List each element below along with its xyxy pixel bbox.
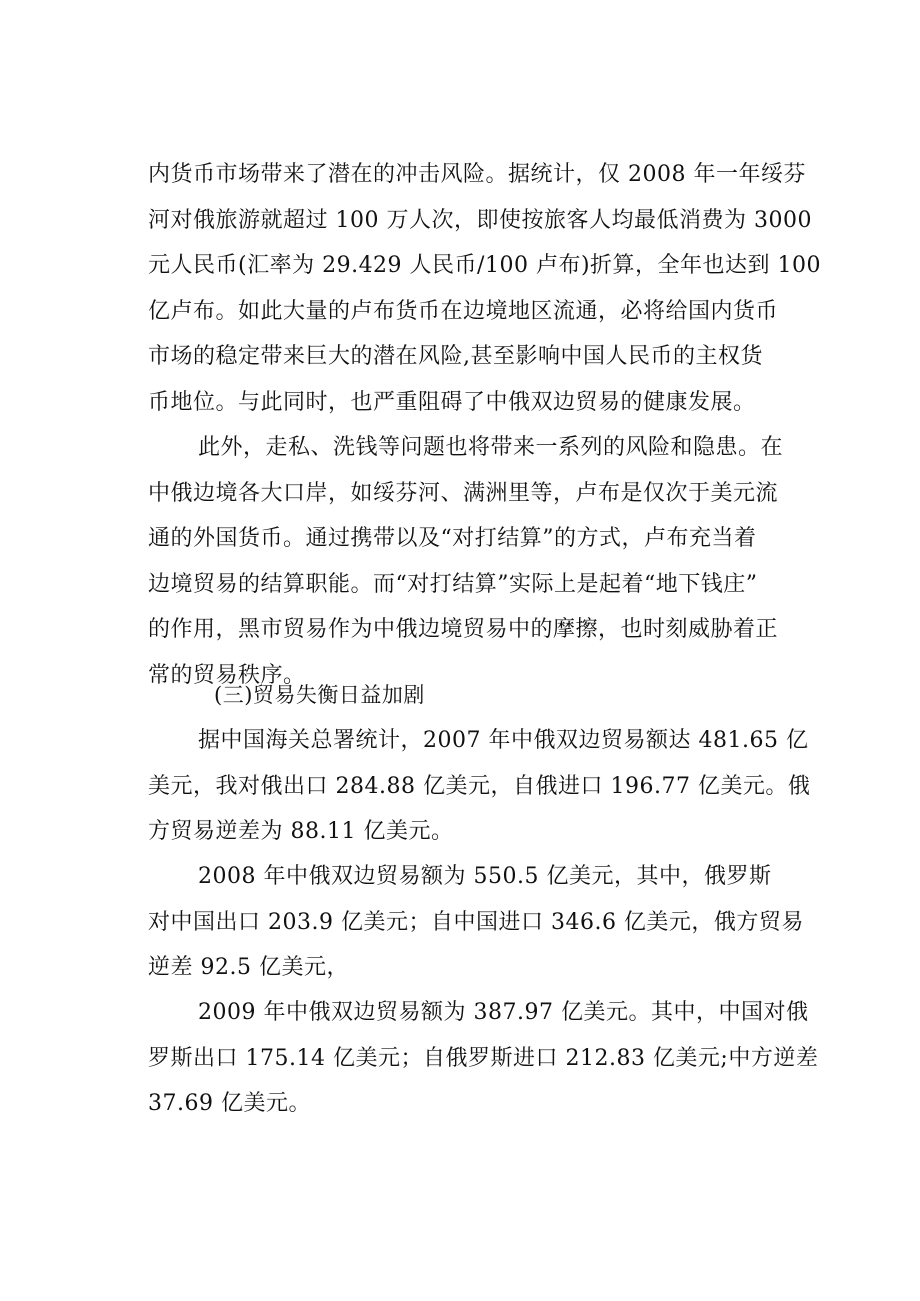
text-line: 币地位。与此同时，也严重阻碍了中俄双边贸易的健康发展。 xyxy=(148,389,756,415)
text-line: 内货币市场带来了潜在的冲击风险。据统计，仅 2008 年一年绥芬 xyxy=(148,162,806,187)
text-line: 2009 年中俄双边贸易额为 387.97 亿美元。其中，中国对俄 xyxy=(198,1000,809,1025)
text-line: 通的外国货币。通过携带以及“对打结算”的方式，卢布充当着 xyxy=(148,526,757,551)
text-line: 37.69 亿美元。 xyxy=(148,1091,311,1116)
text-line: 2008 年中俄双边贸易额为 550.5 亿美元，其中，俄罗斯 xyxy=(198,864,772,889)
text-line: 美元，我对俄出口 284.88 亿美元，自俄进口 196.77 亿美元。俄 xyxy=(148,773,811,799)
text-line: 常的贸易秩序。 xyxy=(148,662,306,688)
text-line: 对中国出口 203.9 亿美元；自中国进口 346.6 亿美元，俄方贸易 xyxy=(148,909,804,935)
section-heading: (三)贸易失衡日益加剧 xyxy=(214,683,425,707)
paragraph-smuggling xyxy=(148,425,788,698)
text-line: 中俄边境各大口岸，如绥芬河、满洲里等，卢布是仅次于美元流 xyxy=(148,480,779,506)
text-line: 此外，走私、洗钱等问题也将带来一系列的风险和隐患。在 xyxy=(198,435,784,460)
text-line: 市场的稳定带来巨大的潜在风险,甚至影响中国人民币的主权货 xyxy=(148,344,763,369)
text-line: 边境贸易的结算职能。而“对打结算”实际上是起着“地下钱庄” xyxy=(148,571,758,597)
paragraph-trade-2009 xyxy=(148,990,819,1127)
text-line: 元人民币(汇率为 29.429 人民币/100 卢布)折算，全年也达到 100 xyxy=(148,253,822,278)
text-line: 方贸易逆差为 88.11 亿美元。 xyxy=(148,819,454,844)
paragraph-currency-risk xyxy=(148,152,822,425)
paragraph-trade-2007 xyxy=(148,718,811,855)
paragraph-trade-2008 xyxy=(148,854,804,991)
text-line: 罗斯出口 175.14 亿美元；自俄罗斯进口 212.83 亿美元;中方逆差 xyxy=(148,1045,819,1071)
text-line: 据中国海关总署统计，2007 年中俄双边贸易额达 481.65 亿 xyxy=(198,728,809,753)
text-line: 的作用，黑市贸易作为中俄边境贸易中的摩擦，也时刻威胁着正 xyxy=(148,617,779,642)
text-line: 河对俄旅游就超过 100 万人次，即使按旅客人均最低消费为 3000 xyxy=(148,207,812,233)
text-line: 亿卢布。如此大量的卢布货币在边境地区流通，必将给国内货币 xyxy=(148,298,779,324)
text-line: 逆差 92.5 亿美元， xyxy=(148,955,349,980)
